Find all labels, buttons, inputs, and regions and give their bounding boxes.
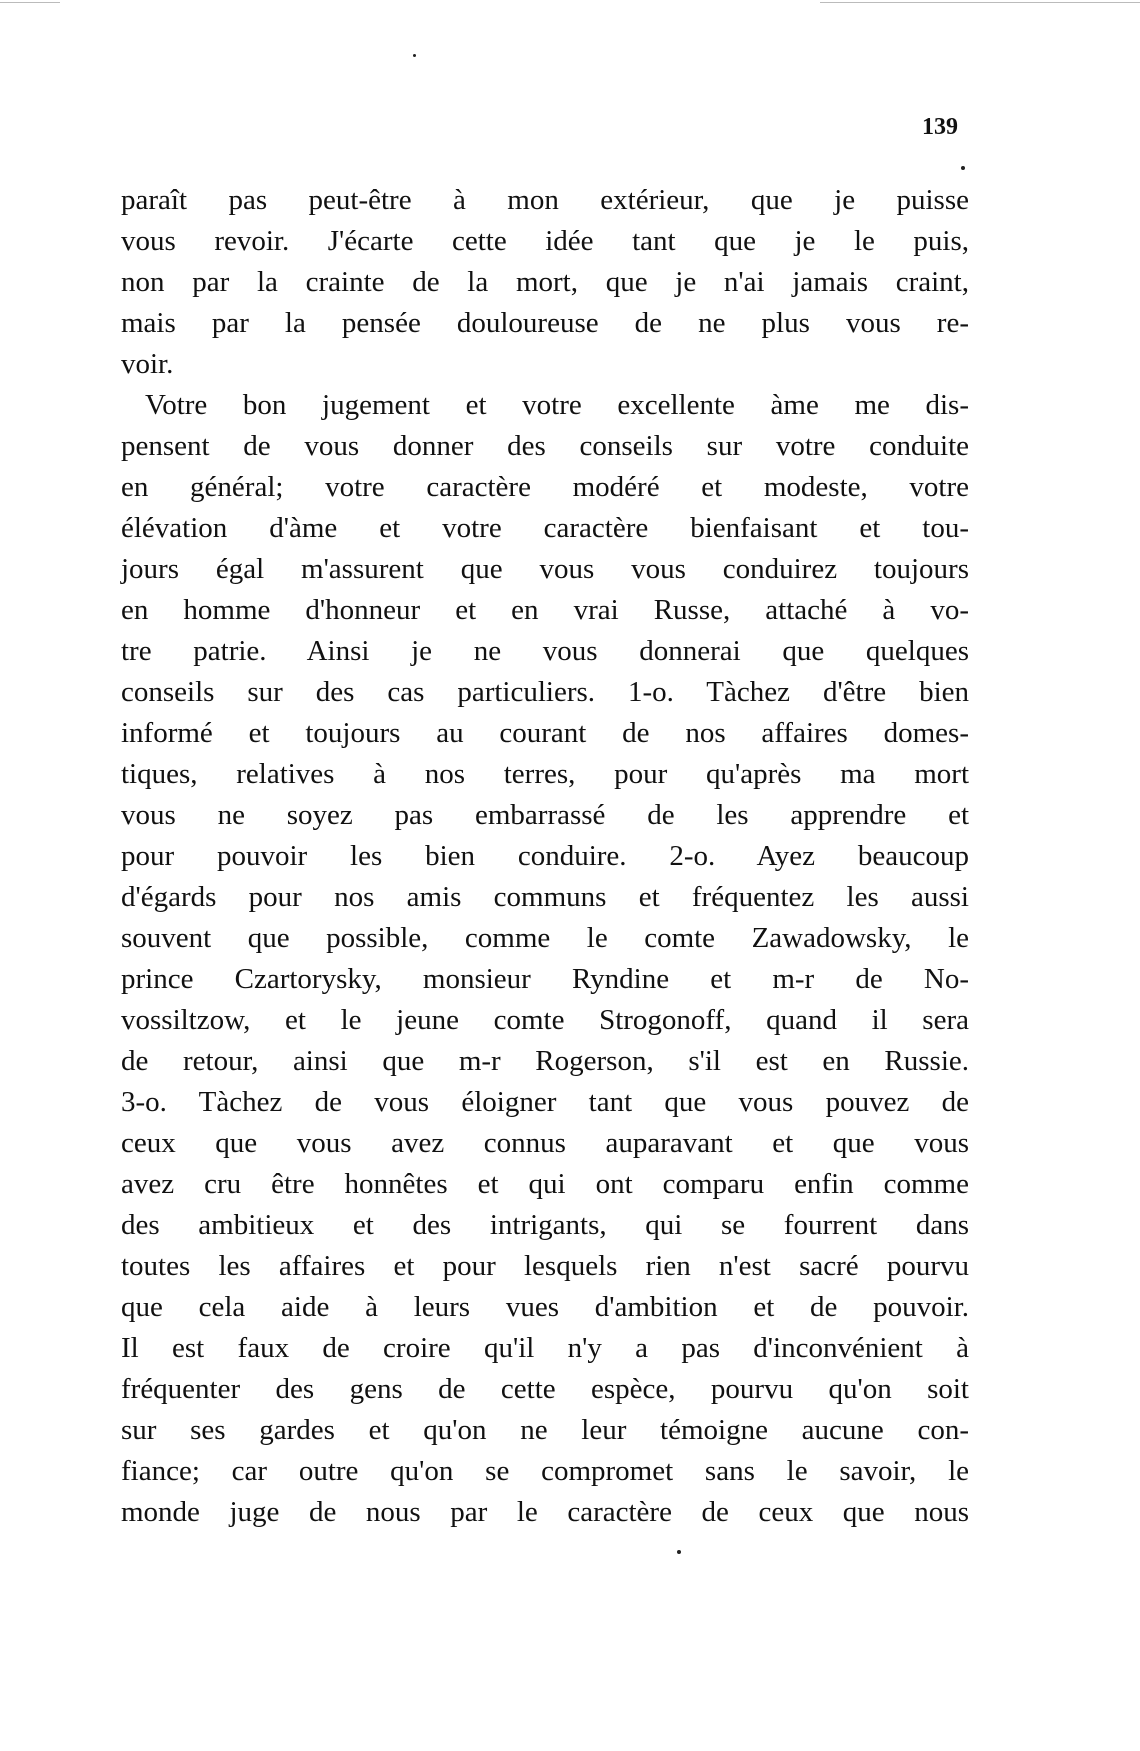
text-line: informé et toujours au courant de nos affaires domes- [121, 717, 969, 749]
text-line: vous revoir. J'écarte cette idée tant que je le puis, [121, 225, 969, 257]
text-line: paraît pas peut-être à mon extérieur, que je puisse [121, 184, 969, 216]
scan-speck [677, 1550, 681, 1554]
text-line: jours égal m'assurent que vous vous conduirez toujours [121, 553, 969, 585]
text-line: sur ses gardes et qu'on ne leur témoigne aucune con- [121, 1414, 969, 1446]
text-line: souvent que possible, comme le comte Zawadowsky, le [121, 922, 969, 954]
body-text [121, 180, 969, 1533]
text-line: conseils sur des cas particuliers. 1-o. Tàchez d'être bien [121, 676, 969, 708]
text-line: que cela aide à leurs vues d'ambition et de pouvoir. [121, 1291, 969, 1323]
text-line: toutes les affaires et pour lesquels rien n'est sacré pourvu [121, 1250, 969, 1282]
text-line: vous ne soyez pas embarrassé de les apprendre et [121, 799, 969, 831]
text-line: en général; votre caractère modéré et modeste, votre [121, 471, 969, 503]
page-number: 139 [922, 114, 958, 140]
text-line: monde juge de nous par le caractère de ceux que nous [121, 1496, 969, 1528]
text-line: mais par la pensée douloureuse de ne plus vous re- [121, 307, 969, 339]
text-line: fréquenter des gens de cette espèce, pourvu qu'on soit [121, 1373, 969, 1405]
text-line: pour pouvoir les bien conduire. 2-o. Ayez beaucoup [121, 840, 969, 872]
text-line: fiance; car outre qu'on se compromet sans le savoir, le [121, 1455, 969, 1487]
text-line: en homme d'honneur et en vrai Russe, attaché à vo- [121, 594, 969, 626]
text-line: Votre bon jugement et votre excellente àme me dis- [145, 389, 969, 421]
text-line: d'égards pour nos amis communs et fréquentez les aussi [121, 881, 969, 913]
text-line: des ambitieux et des intrigants, qui se fourrent dans [121, 1209, 969, 1241]
text-line: de retour, ainsi que m-r Rogerson, s'il est en Russie. [121, 1045, 969, 1077]
text-line: vossiltzow, et le jeune comte Strogonoff, quand il sera [121, 1004, 969, 1036]
text-line: voir. [121, 348, 174, 380]
scan-edge-line [820, 2, 1140, 3]
scan-edge-line [0, 2, 60, 3]
text-line: élévation d'àme et votre caractère bienfaisant et tou- [121, 512, 969, 544]
text-line: tiques, relatives à nos terres, pour qu'après ma mort [121, 758, 969, 790]
text-line: prince Czartorysky, monsieur Ryndine et m-r de No- [121, 963, 969, 995]
text-line: 3-o. Tàchez de vous éloigner tant que vous pouvez de [121, 1086, 969, 1118]
text-line: ceux que vous avez connus auparavant et que vous [121, 1127, 969, 1159]
text-line: pensent de vous donner des conseils sur votre conduite [121, 430, 969, 462]
text-line: avez cru être honnêtes et qui ont comparu enfin comme [121, 1168, 969, 1200]
text-line: Il est faux de croire qu'il n'y a pas d'inconvénient à [121, 1332, 969, 1364]
text-line: tre patrie. Ainsi je ne vous donnerai que quelques [121, 635, 969, 667]
scan-speck [961, 166, 965, 170]
text-line: non par la crainte de la mort, que je n'ai jamais craint, [121, 266, 969, 298]
scan-speck [413, 54, 416, 57]
